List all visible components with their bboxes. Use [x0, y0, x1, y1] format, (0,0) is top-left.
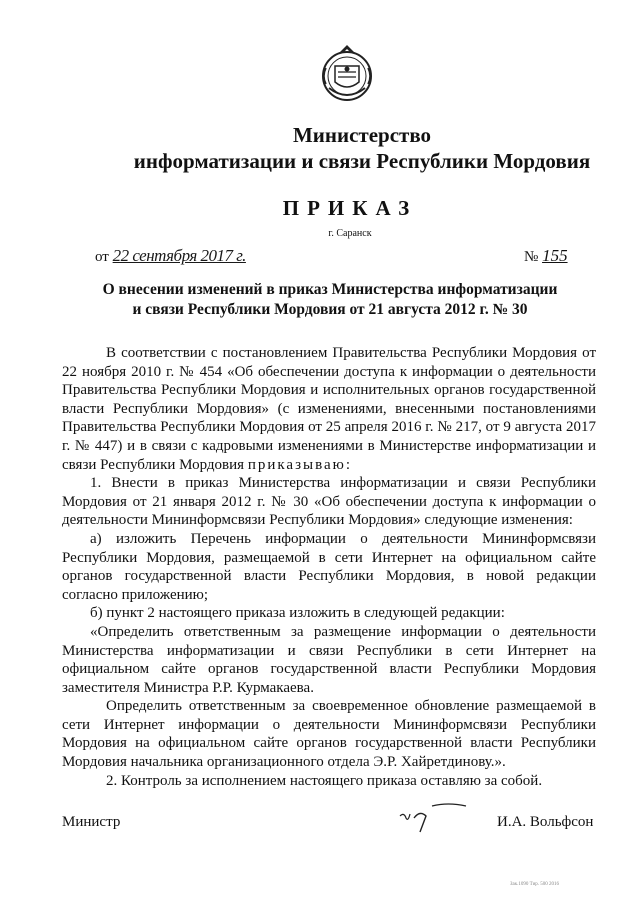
clause-1b-text-part2: Определить ответственным за своевременное обновление размещаемой в сети Интернет информации о деятельности Мининформсвязи Республики Мордовия на официальном сайте органов государственной власти Республики Мордовия начальника организационного отдела Э.Р. Хайретдинову.».	[62, 698, 596, 771]
document-type-title: ПРИКАЗ	[282, 196, 418, 220]
ministry-name-line2: информатизации и связи Республики Мордовия	[133, 149, 591, 173]
signatory-title: Министр	[62, 814, 121, 830]
order-body	[62, 344, 596, 790]
preamble-paragraph	[62, 344, 596, 474]
subject-line2: и связи Республики Мордовия от 21 августа 2012 г. № 30	[132, 301, 528, 318]
print-code: Зак.1090 Тир. 500 2016	[510, 882, 560, 887]
handwritten-signature	[396, 800, 470, 838]
city-label: г. Саранск	[328, 228, 372, 239]
clause-1a: а) изложить Перечень информации о деятельности Мининформсвязи Республики Мордовия, размещаемой в сети Интернет на официальном сайте органов государственной власти Республики Мордовия, в новой редакции согласно приложению;	[62, 530, 596, 603]
date-prefix: от	[95, 249, 109, 265]
handwritten-number: 155	[542, 246, 568, 265]
signatory-name: И.А. Вольфсон	[497, 814, 594, 830]
preamble-text: В соответствии с постановлением Правительства Республики Мордовия от 22 ноября 2010 г. № 454 «Об обеспечении доступа к информации о деятельности Правительства Республики Мордовия и исполнительных органов государственной власти Республики Мордовия» (с изменениями, внесенными постановлениями Правительства Республики Мордовия от 25 апреля 2016 г. № 217, от 9 августа 2017 г. № 447) и в связи с кадровыми изменениями в Министерстве информатизации и связи Республики Мордовия	[62, 345, 596, 473]
order-number	[524, 246, 592, 266]
clause-1b-text-part1: «Определить ответственным за размещение информации о деятельности Министерства информатизации и связи Республики в сети Интернет на официальном сайте органов государственной власти Республики Мордовия заместителя Министра Р.Р. Курмакаева.	[62, 623, 596, 696]
coat-of-arms-emblem	[316, 42, 378, 104]
clause-1b: б) пункт 2 настоящего приказа изложить в следующей редакции:	[90, 605, 505, 622]
ministry-name-line1: Министерство	[292, 123, 432, 147]
number-prefix: №	[524, 249, 539, 265]
handwritten-date: 22 сентября 2017 г.	[112, 246, 246, 265]
subject-line1: О внесении изменений в приказ Министерства информатизации	[102, 281, 558, 298]
clause-2: 2. Контроль за исполнением настоящего приказа оставляю за собой.	[106, 772, 543, 789]
order-date	[95, 246, 246, 266]
order-directive: приказываю:	[247, 456, 353, 473]
clause-1: 1. Внести в приказ Министерства информатизации и связи Республики Мордовия от 21 января 2012 г. № 30 «Об обеспечении доступа к информации о деятельности Мининформсвязи Республики Мордовия» следующие изменения:	[62, 475, 596, 529]
